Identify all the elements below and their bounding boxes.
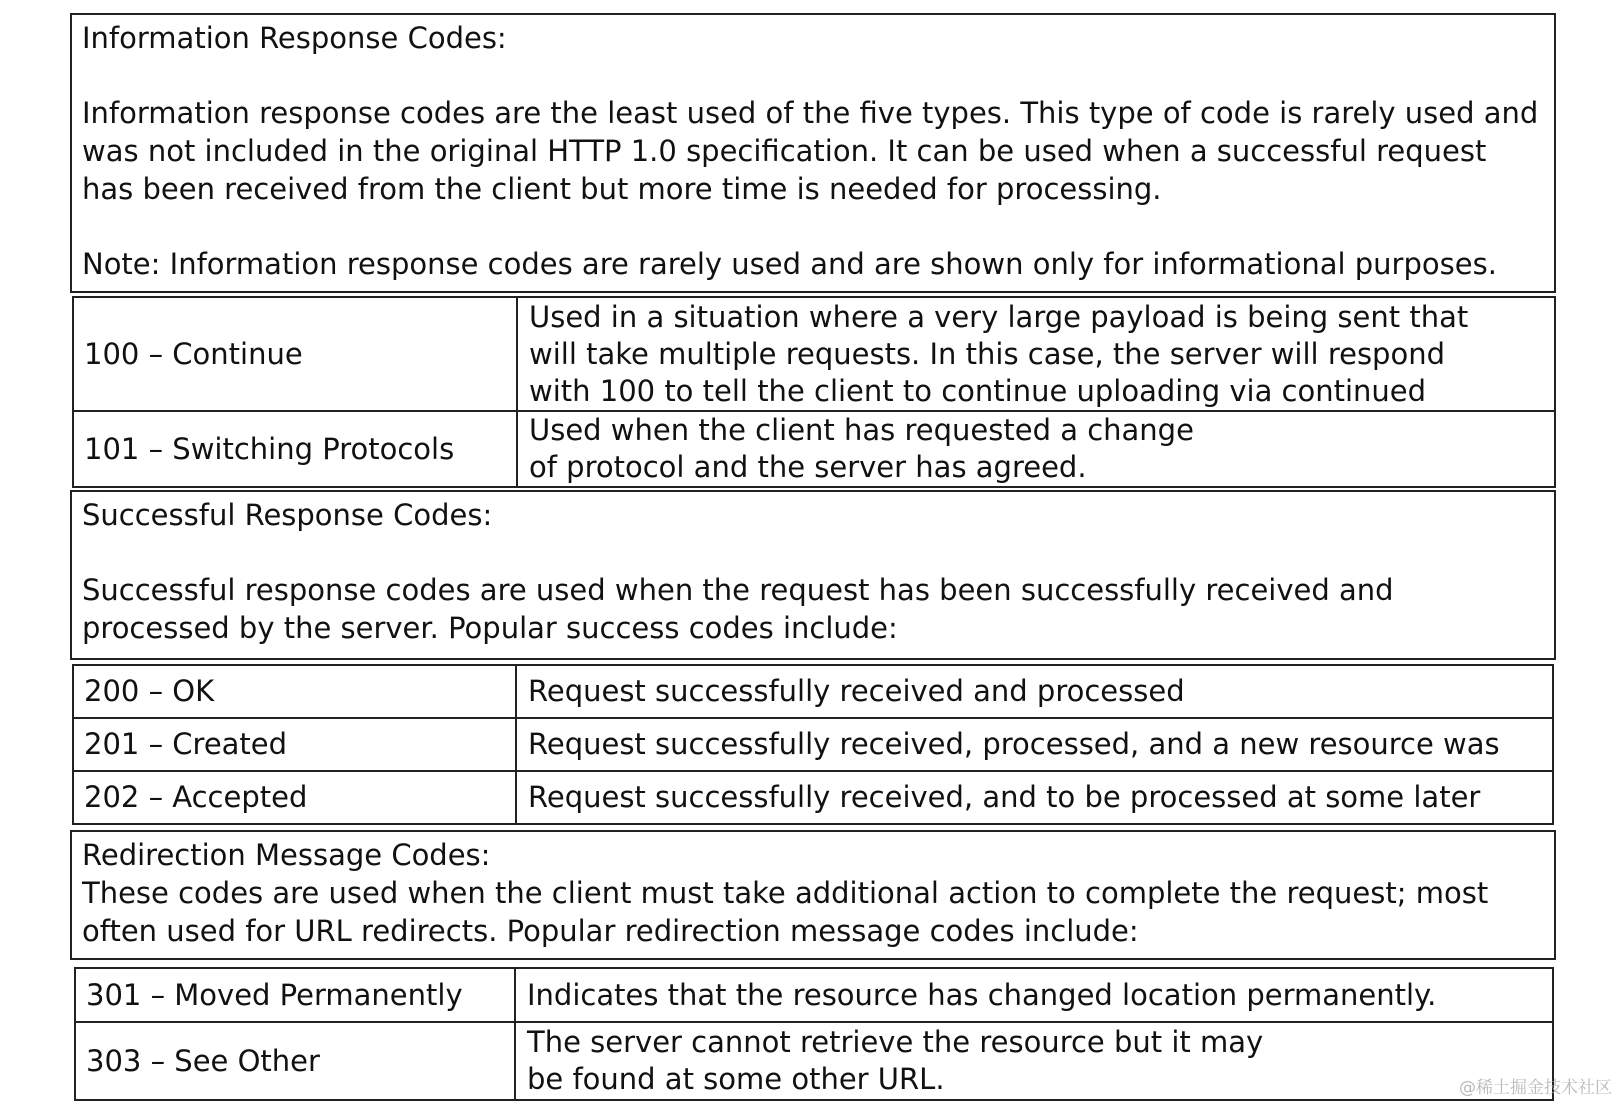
table-row	[75, 968, 1553, 1022]
code-cell: 202 – Accepted	[73, 771, 516, 824]
info-section	[70, 13, 1556, 293]
description-cell	[515, 1022, 1553, 1100]
redirect-paragraph-line-2: often used for URL redirects. Popular redirection message codes include:	[82, 914, 1139, 948]
table-row	[75, 1022, 1553, 1100]
code-cell: 200 – OK	[73, 665, 516, 718]
info-heading: Information Response Codes:	[82, 21, 507, 55]
table-row	[73, 297, 1555, 411]
redirect-heading: Redirection Message Codes:	[82, 838, 491, 872]
description-cell	[517, 411, 1555, 487]
description-line: Used in a situation where a very large payload is being sent that	[529, 299, 1469, 334]
description-line: will take multiple requests. In this case, the server will respond	[529, 336, 1445, 371]
redirect-section	[70, 830, 1556, 960]
description-cell: Request successfully received and processed	[516, 665, 1553, 718]
description-cell	[515, 968, 1553, 1022]
table-row	[73, 718, 1553, 771]
success-codes-table	[72, 664, 1554, 825]
table-row	[73, 771, 1553, 824]
code-cell: 201 – Created	[73, 718, 516, 771]
table-row	[73, 665, 1553, 718]
code-cell: 303 – See Other	[75, 1022, 515, 1100]
info-paragraph-line-2: was not included in the original HTTP 1.0 specification. It can be used when a successful request	[82, 134, 1487, 168]
info-codes-table	[72, 296, 1556, 488]
description-line: of protocol and the server has agreed.	[529, 450, 1087, 484]
watermark: @稀土掘金技术社区	[1459, 1078, 1612, 1098]
description-cell	[517, 297, 1555, 411]
code-cell: 100 – Continue	[73, 297, 517, 411]
success-heading: Successful Response Codes:	[82, 498, 493, 532]
info-note: Note: Information response codes are rarely used and are shown only for informational purposes.	[82, 247, 1497, 281]
redirect-paragraph-line-1: These codes are used when the client must take additional action to complete the request; most	[82, 876, 1489, 910]
redirect-codes-table	[74, 967, 1554, 1101]
code-cell: 101 – Switching Protocols	[73, 411, 517, 487]
description-line: Indicates that the resource has changed location permanently.	[527, 977, 1437, 1012]
success-paragraph-line-2: processed by the server. Popular success codes include:	[82, 611, 898, 645]
description-line: Used when the client has requested a change	[529, 413, 1194, 447]
success-paragraph-line-1: Successful response codes are used when the request has been successfully received and	[82, 573, 1394, 607]
code-cell: 301 – Moved Permanently	[75, 968, 515, 1022]
description-line: be found at some other URL.	[527, 1062, 945, 1096]
info-paragraph-line-3: has been received from the client but more time is needed for processing.	[82, 172, 1162, 206]
info-paragraph-line-1: Information response codes are the least used of the five types. This type of code is rarely used and	[82, 96, 1539, 130]
description-line: The server cannot retrieve the resource but it may	[527, 1025, 1264, 1059]
table-row	[73, 411, 1555, 487]
description-cell: Request successfully received, and to be processed at some later	[516, 771, 1553, 824]
success-section	[70, 490, 1556, 660]
description-cell: Request successfully received, processed, and a new resource was	[516, 718, 1553, 771]
description-line: with 100 to tell the client to continue uploading via continued	[529, 373, 1427, 408]
